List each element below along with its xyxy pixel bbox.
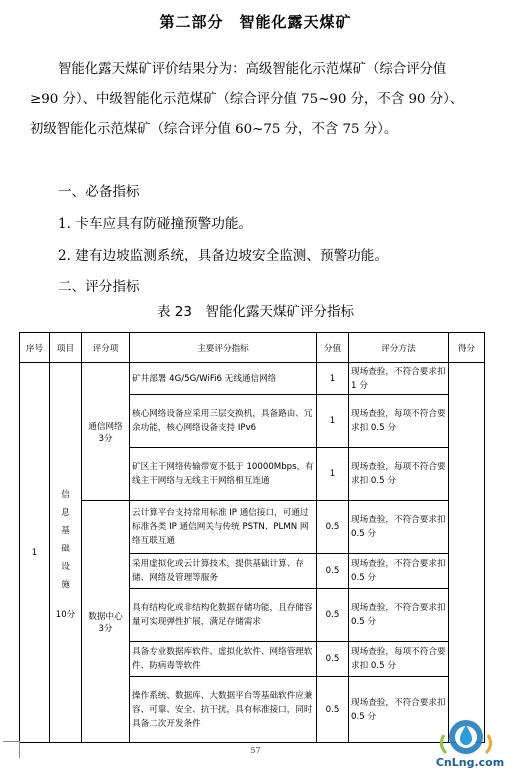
indicator-cell: 云计算平台支持常用标准 IP 通信接口，可通过标准各类 IP 通信网关与传统 PSTN、PLMN 网络互联互通 (130, 501, 317, 554)
value-cell: 0.5 (317, 677, 349, 743)
value-cell: 1 (317, 363, 349, 395)
header-cell: 评分方法 (349, 333, 449, 363)
indicator-cell: 具有结构化或非结构化数据存储功能，且存储容量可实现弹性扩展，满足存储需求 (130, 589, 317, 642)
watermark-logo (432, 715, 508, 769)
indicator-cell: 采用虚拟化或云计算技术，提供基础计算、存储、网络及管理等服务 (130, 554, 317, 589)
table-row (20, 363, 485, 395)
heading-required: 一、必备指标 (58, 184, 140, 200)
table-caption: 表 23 智能化露天煤矿评分指标 (157, 304, 354, 320)
header-cell: 项目 (50, 333, 82, 363)
header-cell: 主要评分指标 (130, 333, 317, 363)
method-cell: 现场查验，不符合要求扣 1 分 (349, 363, 449, 395)
value-cell: 0.5 (317, 554, 349, 589)
method-cell: 现场查验，每项不符合要求扣 0.5 分 (349, 448, 449, 501)
value-cell: 0.5 (317, 501, 349, 554)
indicator-cell: 矿区主干网络传输带宽不低于 10000Mbps，有线主干网络与无线主干网络相互连通 (130, 448, 317, 501)
group-name: 数据中心 (88, 611, 123, 622)
project-cell (50, 363, 82, 743)
table-header-row (20, 333, 485, 363)
method-cell: 现场查验，每项不符合要求扣 0.5 分 (349, 642, 449, 677)
table-row (20, 501, 485, 554)
required-item: 2. 建有边坡监测系统，具备边坡安全监测、预警功能。 (58, 248, 388, 264)
scoring-table (19, 332, 485, 743)
seq-cell: 1 (20, 363, 50, 743)
indicator-cell: 矿井部署 4G/5G/WiFi6 无线通信网络 (130, 363, 317, 395)
page-number: 57 (250, 746, 261, 755)
value-cell: 0.5 (317, 589, 349, 642)
method-cell: 现场查验，不符合要求扣 0.5 分 (349, 501, 449, 554)
value-cell: 1 (317, 395, 349, 448)
method-cell: 现场查验，不符合要求扣 0.5 分 (349, 677, 449, 743)
group-score: 3分 (98, 623, 113, 634)
heading-scoring: 二、评分指标 (58, 279, 140, 295)
method-cell: 现场查验，每项不符合要求扣 0.5 分 (349, 395, 449, 448)
water-drop-logo-icon (432, 715, 508, 769)
value-cell: 1 (317, 448, 349, 501)
project-name: 信息基础设施 (61, 489, 70, 590)
score-cell (449, 363, 485, 743)
header-cell: 得分 (449, 333, 485, 363)
group-cell-network (82, 363, 130, 501)
section-title: 第二部分 智能化露天煤矿 (159, 13, 352, 31)
group-cell-datacenter (82, 501, 130, 743)
value-cell: 0.5 (317, 642, 349, 677)
indicator-cell: 核心网络设备应采用三层交换机，具备路由、冗余功能，核心网络设备支持 IPv6 (130, 395, 317, 448)
group-score: 3分 (98, 433, 113, 444)
header-cell: 序号 (20, 333, 50, 363)
header-cell: 评分项 (82, 333, 130, 363)
watermark-text: CnLng.com (435, 756, 505, 769)
intro-paragraph (30, 55, 470, 145)
group-name: 通信网络 (88, 421, 123, 432)
method-cell: 现场查验，不符合要求扣 0.5 分 (349, 589, 449, 642)
intro-text: 智能化露天煤矿评价结果分为：高级智能化示范煤矿（综合评分值≥90 分）、中级智能化示范煤矿（综合评分值 75~90 分，不含 90 分）、初级智能化示范煤矿（综合评分值 60~75 分，不含 75 分）。 (30, 62, 464, 137)
indicator-cell: 操作系统、数据库、大数据平台等基础软件应兼容、可靠、安全、抗干扰，具有标准接口，同时具备二次开发条件 (130, 677, 317, 743)
indicator-cell: 具备专业数据库软件、虚拟化软件、网络管理软件、防病毒等软件 (130, 642, 317, 677)
project-score: 10分 (55, 609, 76, 620)
required-item: 1. 卡车应具有防碰撞预警功能。 (58, 216, 253, 232)
method-cell: 现场查验，不符合要求扣 0.5 分 (349, 554, 449, 589)
header-cell: 分值 (317, 333, 349, 363)
